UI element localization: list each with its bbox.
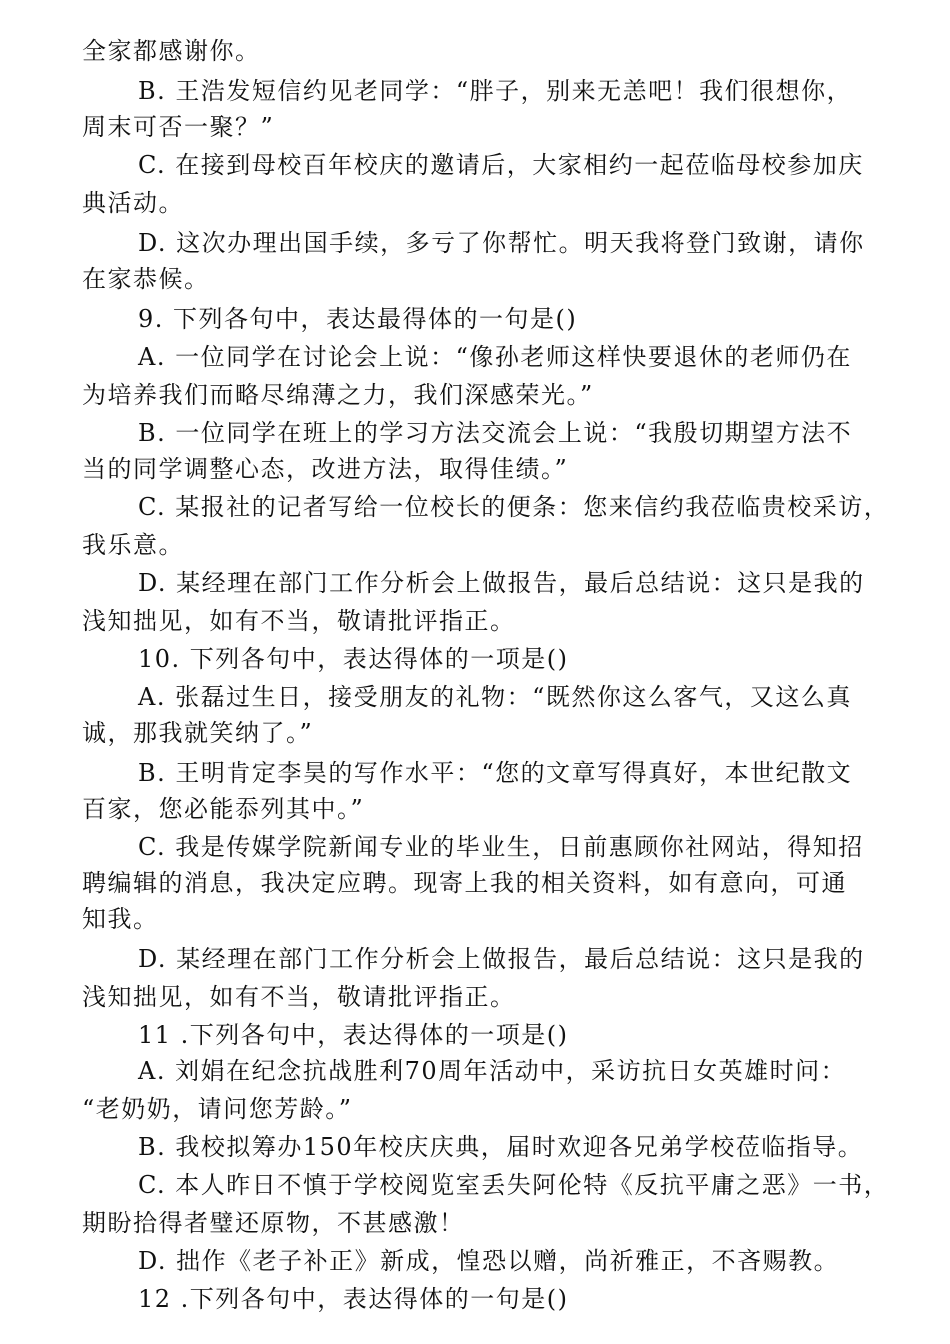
text-line: A. 张磊过生日，接受朋友的礼物：“既然你这么客气，又这么真 [138,683,852,711]
text-line: B. 一位同学在班上的学习方法交流会上说：“我殷切期望方法不 [138,419,853,447]
text-line: D. 拙作《老子补正》新成，惶恐以赠，尚祈雅正，不吝赐教。 [138,1247,840,1275]
text-line: A. 一位同学在讨论会上说：“像孙老师这样快要退休的老师仍在 [138,343,852,371]
question-9-stem: 9. 下列各句中，表达最得体的一句是() [138,305,578,333]
text-line: D. 某经理在部门工作分析会上做报告，最后总结说：这只是我的 [138,945,865,973]
text-line: 当的同学调整心态，改进方法，取得佳绩。” [82,455,569,483]
text-line: B. 我校拟筹办150年校庆庆典，届时欢迎各兄弟学校莅临指导。 [138,1133,864,1161]
text-line: D. 这次办理出国手续，多亏了你帮忙。明天我将登门致谢，请你 [138,229,865,257]
text-line: 全家都感谢你。 [82,37,261,65]
text-line: 浅知拙见，如有不当，敬请批评指正。 [82,983,516,1011]
text-line: C. 某报社的记者写给一位校长的便条：您来信约我莅临贵校采访， [138,493,890,521]
question-11-stem: 11 .下列各句中，表达得体的一项是() [138,1021,569,1049]
text-line: “老奶奶，请问您芳龄。” [82,1095,353,1123]
text-line: C. 在接到母校百年校庆的邀请后，大家相约一起莅临母校参加庆 [138,151,864,179]
text-line: A. 刘娟在纪念抗战胜利70周年活动中，采访抗日女英雄时问： [138,1057,847,1085]
text-line: 期盼拾得者璧还原物，不甚感激！ [82,1209,465,1237]
text-line: 典活动。 [82,189,184,217]
text-line: D. 某经理在部门工作分析会上做报告，最后总结说：这只是我的 [138,569,865,597]
text-line: 在家恭候。 [82,265,210,293]
question-10-stem: 10. 下列各句中，表达得体的一项是() [138,645,569,673]
text-line: B. 王明肯定李昊的写作水平：“您的文章写得真好，本世纪散文 [138,759,853,787]
text-line: 浅知拙见，如有不当，敬请批评指正。 [82,607,516,635]
text-line: 周末可否一聚？” [82,113,275,141]
text-line: 百家，您必能忝列其中。” [82,795,365,823]
question-12-stem: 12 .下列各句中，表达得体的一句是() [138,1285,569,1313]
text-line: 诚，那我就笑纳了。” [82,719,314,747]
text-line: 知我。 [82,905,159,933]
text-line: 我乐意。 [82,531,184,559]
text-line: 聘编辑的消息，我决定应聘。现寄上我的相关资料，如有意向，可通 [82,869,847,897]
text-line: 为培养我们而略尽绵薄之力，我们深感荣光。” [82,381,594,409]
text-line: C. 我是传媒学院新闻专业的毕业生，日前惠顾你社网站，得知招 [138,833,864,861]
text-line: B. 王浩发短信约见老同学：“胖子，别来无恙吧！我们很想你， [138,77,853,105]
text-line: C. 本人昨日不慎于学校阅览室丢失阿伦特《反抗平庸之恶》一书， [138,1171,890,1199]
